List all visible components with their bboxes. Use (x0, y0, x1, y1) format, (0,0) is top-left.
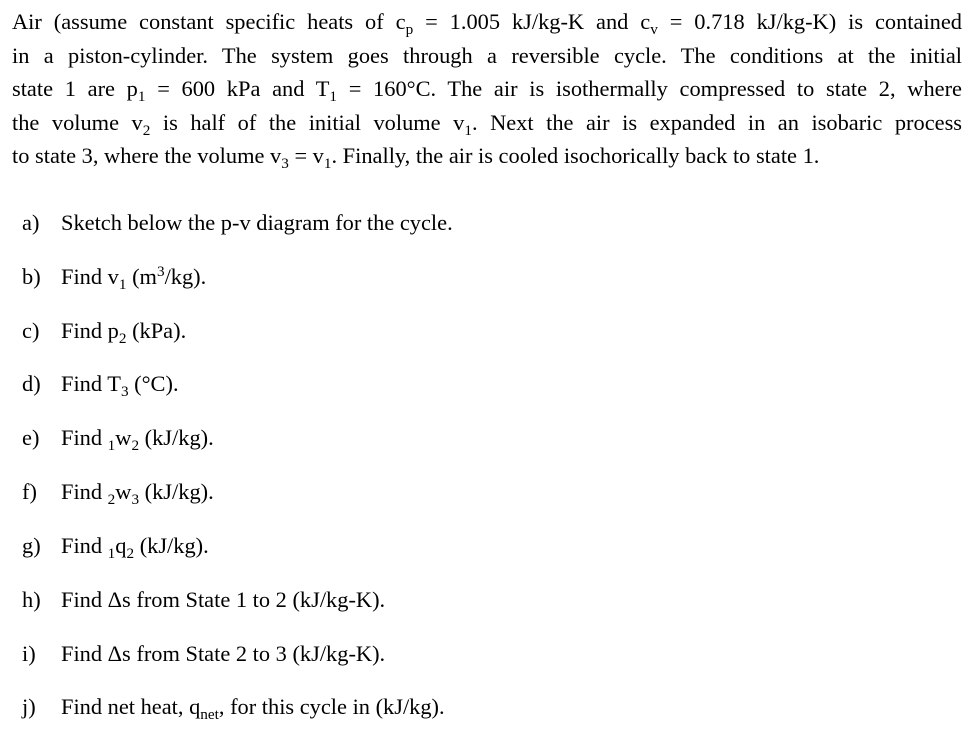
question-i (22, 640, 385, 668)
question-letter: j) (22, 694, 36, 719)
question-c: c) Find $p_2$ (kPa). (22, 318, 187, 347)
question-letter: i) (22, 641, 36, 666)
question-letter: h) (22, 587, 41, 612)
question-text: Find Δs from State 1 to 2 (kJ/kg-K). (61, 587, 386, 612)
intro-line-2: in a piston-cylinder. The system goes through a reversible cycle. The conditions at the initial (12, 42, 962, 68)
intro-line-3: state 1 are $p_1 = 600$ kPa and $T_1 = 160^\circ C$. The air is isothermally compressed to state 2, where (12, 76, 962, 106)
question-j: j) Find net heat, $q_{net}$, for this cycle in (kJ/kg). (22, 694, 445, 723)
question-f: f) Find $_2w_3$ (kJ/kg). (22, 479, 214, 508)
question-letter: c) (22, 318, 40, 343)
intro-line-4: the volume $v_2$ is half of the initial volume $v_1$. Next the air is expanded in an isobaric process (12, 109, 963, 139)
question-h (22, 586, 385, 614)
question-text: Find Δs from State 2 to 3 (kJ/kg-K). (61, 641, 386, 666)
question-d: d) Find $T_3$ (°C). (22, 371, 179, 400)
question-letter: g) (22, 533, 41, 558)
question-letter: a) (22, 210, 40, 235)
question-letter: e) (22, 425, 40, 450)
question-letter: b) (22, 264, 41, 289)
question-b: b) Find $v_1$ $(m^3/kg)$. (22, 263, 207, 293)
question-a (22, 209, 453, 237)
question-e: e) Find $_1w_2$ (kJ/kg). (22, 425, 214, 454)
question-g: g) Find $_1q_2$ (kJ/kg). (22, 533, 209, 562)
question-letter: f) (22, 479, 37, 504)
question-text: Sketch below the p-v diagram for the cycle. (61, 210, 453, 235)
question-letter: d) (22, 371, 41, 396)
intro-line-1: Air (assume constant specific heats of $c_p = 1.005$ kJ/kg-K and $c_v = 0.718$ kJ/kg-K) is contained (12, 9, 962, 38)
intro-line-5: to state 3, where the volume $v_3 = v_1$. Finally, the air is cooled isochorically back to state 1. (12, 143, 820, 173)
